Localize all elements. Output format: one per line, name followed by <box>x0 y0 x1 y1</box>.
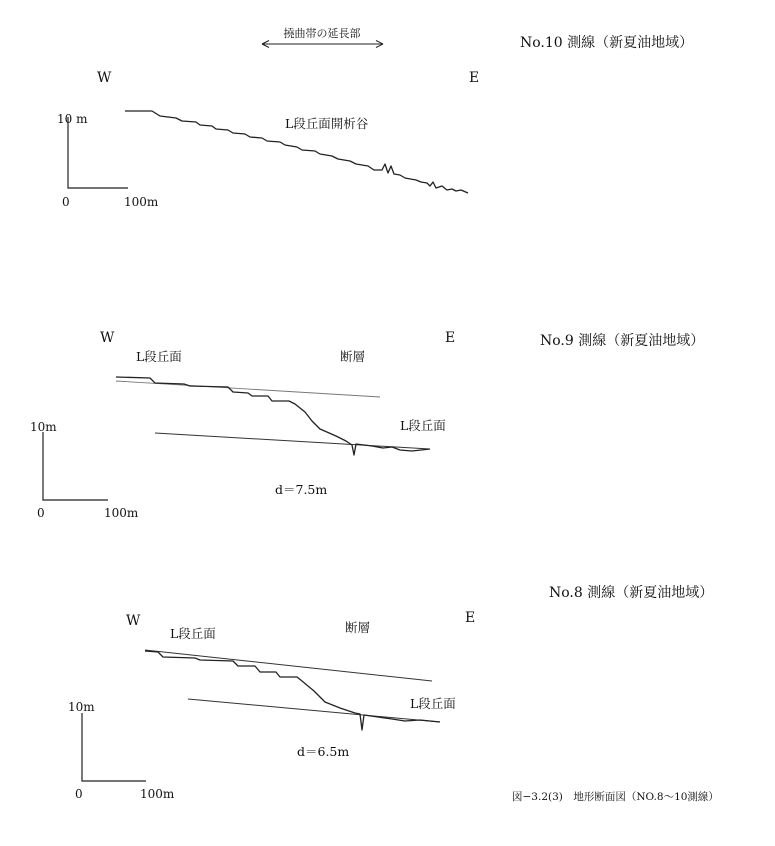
offset-label-no8: d＝6.5m <box>297 744 350 759</box>
scale-vertical-no8: 10m <box>68 700 95 714</box>
lower-surface-line-no8 <box>188 699 440 722</box>
scale-bar-no10 <box>68 117 128 188</box>
profile-title-no8: No.8 測線（新夏油地域） <box>549 585 714 601</box>
upper-terrace-label-no8: L段丘面 <box>170 626 216 641</box>
fault-label-no9: 断層 <box>340 349 366 364</box>
scale-vertical-no10: 10 m <box>57 112 88 126</box>
east-label-no9: E <box>445 330 456 346</box>
scale-origin-no10: 0 <box>62 195 70 209</box>
profile-title-no10: No.10 測線（新夏油地域） <box>520 35 694 51</box>
profile-no9 <box>30 330 704 520</box>
scale-vertical-no9: 10m <box>30 420 57 434</box>
profile-no8 <box>68 584 713 801</box>
lower-surface-line-no9 <box>155 433 430 449</box>
scale-horizontal-no10: 100m <box>124 195 159 209</box>
scale-origin-no8: 0 <box>75 787 83 801</box>
terrace-valley-label-no10: L段丘面開析谷 <box>285 116 369 131</box>
lower-terrace-label-no8: L段丘面 <box>410 696 456 711</box>
figure-caption: 図−3.2(3) 地形断面図（NO.8〜10測線） <box>512 791 719 803</box>
scale-origin-no9: 0 <box>37 506 45 520</box>
west-label-no9: W <box>100 330 115 346</box>
scale-bar-no9 <box>43 432 108 500</box>
extension-label: 撓曲帯の延長部 <box>283 27 361 40</box>
east-label-no10: E <box>469 70 480 86</box>
upper-terrace-label-no9: L段丘面 <box>136 349 182 364</box>
west-label-no8: W <box>126 613 141 629</box>
scale-bar-no8 <box>82 713 146 781</box>
profile-no10 <box>57 26 693 209</box>
east-label-no8: E <box>465 610 476 626</box>
fault-label-no8: 断層 <box>345 620 371 635</box>
extension-arrow <box>262 41 383 48</box>
terrain-profile-line-no9 <box>116 377 430 455</box>
offset-label-no9: d＝7.5m <box>275 482 328 497</box>
west-label-no10: W <box>97 70 112 86</box>
profile-title-no9: No.9 測線（新夏油地域） <box>540 333 705 349</box>
scale-horizontal-no9: 100m <box>104 506 139 520</box>
lower-terrace-label-no9: L段丘面 <box>400 418 446 433</box>
scale-horizontal-no8: 100m <box>140 787 175 801</box>
